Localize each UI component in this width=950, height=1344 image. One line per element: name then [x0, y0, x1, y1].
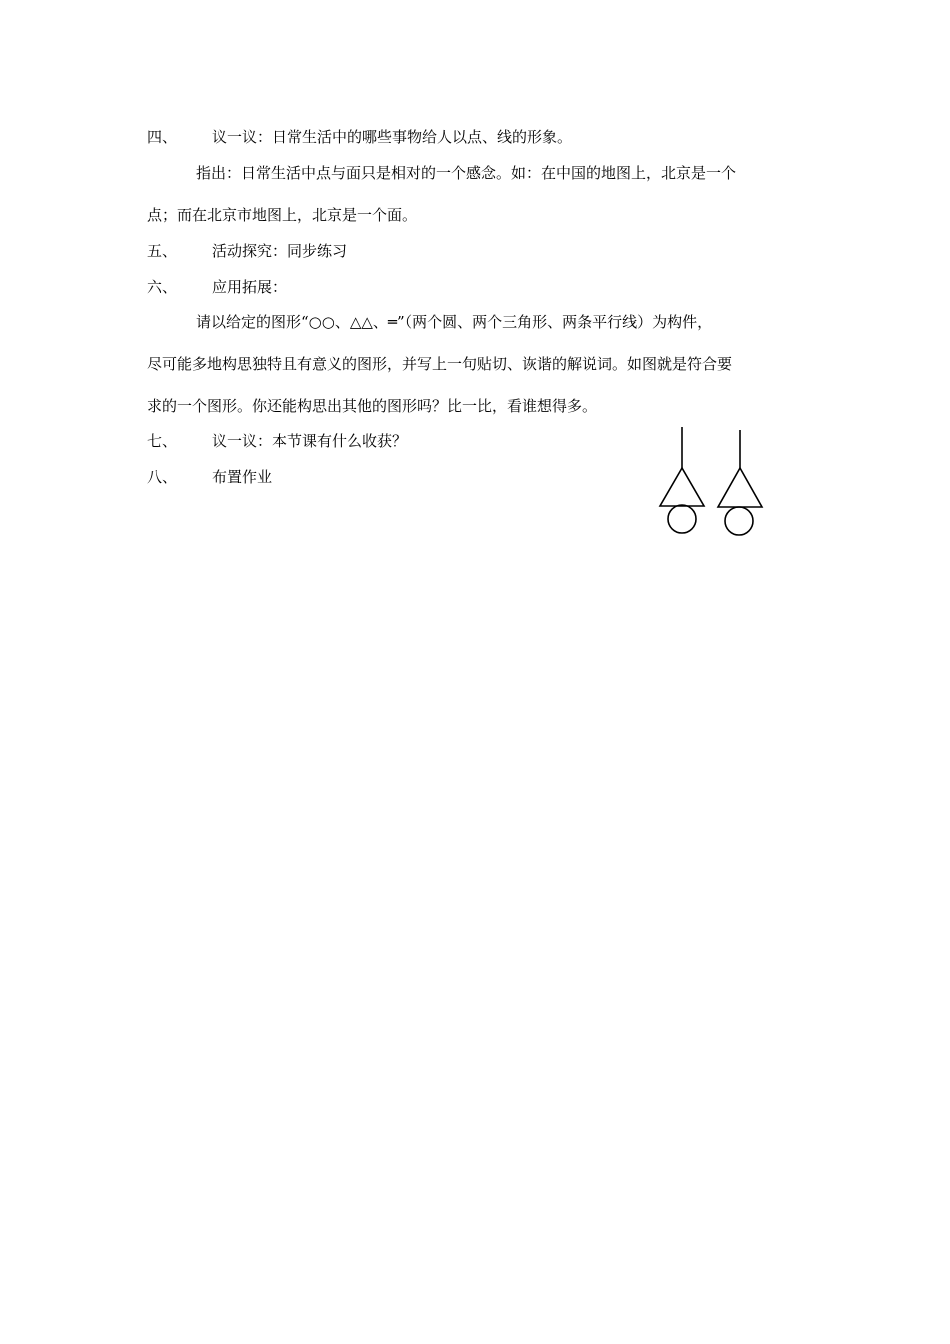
section-7	[0, 431, 600, 451]
section-5	[0, 241, 950, 261]
paragraph-1-line-2: 点；而在北京市地图上，北京是一个面。	[147, 206, 418, 224]
section-number: 四、	[147, 128, 178, 146]
paragraph-2-line-1: 请以给定的图形“○○、△△、═”（两个圆、两个三角形、两条平行线）为构件，	[196, 313, 713, 331]
figure-right-triangle	[718, 468, 762, 507]
section-8	[0, 467, 600, 487]
section-4	[0, 127, 950, 147]
section-number: 八、	[147, 468, 178, 486]
section-text: 活动探究：同步练习	[212, 242, 348, 260]
paragraph-1-line-1: 指出：日常生活中点与面只是相对的一个感念。如：在中国的地图上，北京是一个	[196, 164, 737, 182]
section-text: 布置作业	[212, 468, 273, 486]
section-text: 议一议：日常生活中的哪些事物给人以点、线的形象。	[212, 128, 573, 146]
example-figure	[655, 425, 770, 537]
figure-left-circle	[668, 505, 696, 533]
section-number: 六、	[147, 278, 178, 296]
figure-left-triangle	[660, 468, 704, 506]
figure-left-group	[660, 427, 704, 533]
section-6	[0, 277, 950, 297]
section-text: 应用拓展：	[212, 278, 288, 296]
paragraph-2-line-3: 求的一个图形。你还能构思出其他的图形吗？比一比，看谁想得多。	[147, 397, 598, 415]
figure-right-group	[718, 430, 762, 535]
figure-right-circle	[725, 507, 753, 535]
section-number: 七、	[147, 432, 178, 450]
section-number: 五、	[147, 242, 178, 260]
section-text: 议一议：本节课有什么收获？	[212, 432, 408, 450]
paragraph-2-line-2: 尽可能多地构思独特且有意义的图形，并写上一句贴切、诙谐的解说词。如图就是符合要	[147, 355, 733, 373]
